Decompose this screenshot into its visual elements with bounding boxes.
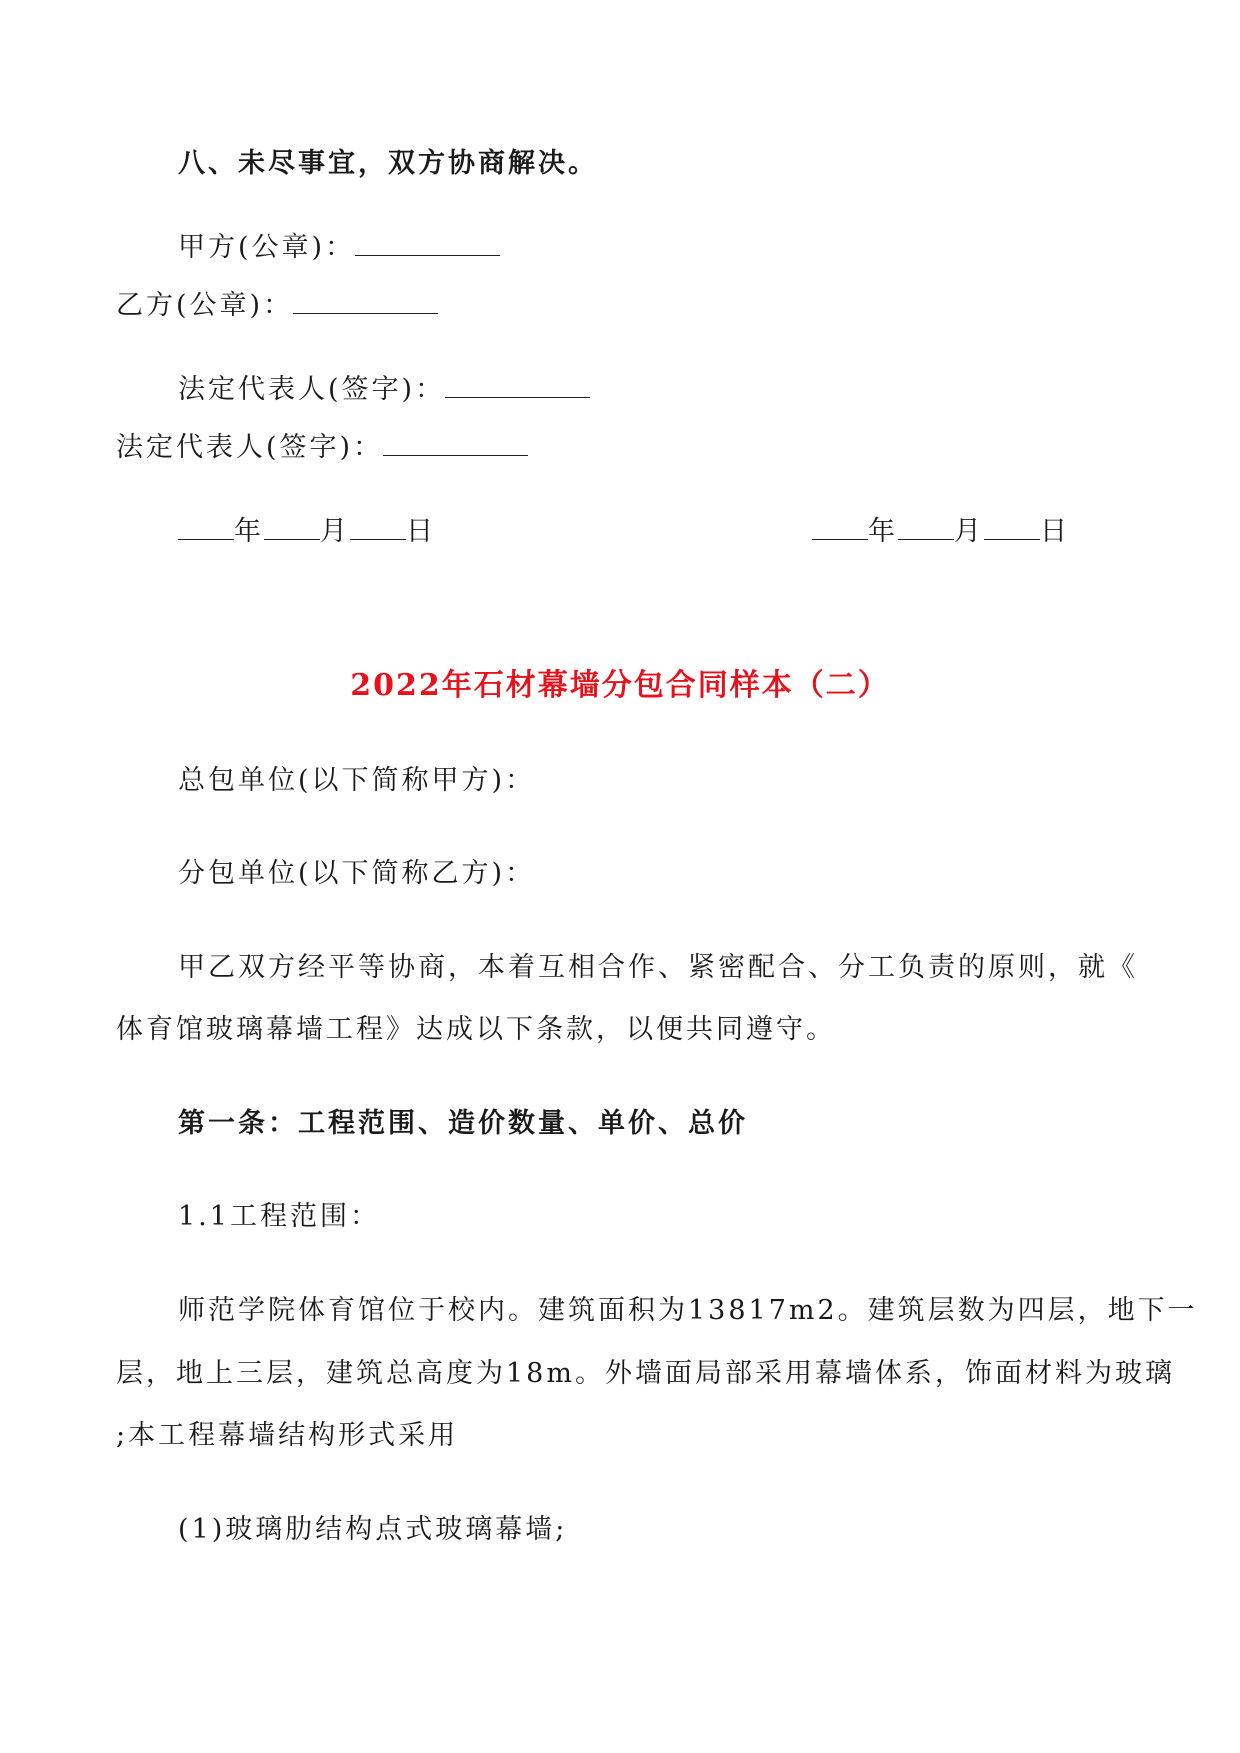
rep-a-label: 法定代表人(签字)：: [178, 374, 446, 405]
party-b-seal-label: 乙方(公章)：: [116, 290, 294, 321]
rep-b-blank: [383, 433, 528, 456]
clause-8: 八、未尽事宜，双方协商解决。: [178, 148, 598, 179]
date-a: [178, 514, 436, 550]
party-b-seal-blank: [293, 291, 438, 314]
general-contractor: 总包单位(以下简称甲方)：: [178, 765, 536, 796]
date-a-year: 年: [234, 516, 264, 547]
subcontractor: 分包单位(以下简称乙方)：: [178, 858, 536, 889]
section-1-1: 1.1工程范围：: [178, 1201, 380, 1232]
date-b-month: 月: [954, 516, 984, 547]
party-b-seal-row: [116, 288, 438, 324]
scope-line-1: 师范学院体育馆位于校内。建筑面积为13817m2。建筑层数为四层，地下一: [178, 1295, 1198, 1326]
rep-b-label: 法定代表人(签字)：: [116, 432, 384, 463]
intro-line-2: 体育馆玻璃幕墙工程》达成以下条款，以便共同遵守。: [116, 1014, 836, 1045]
intro-line-1: 甲乙双方经平等协商，本着互相合作、紧密配合、分工负责的原则，就《: [178, 952, 1138, 983]
scope-line-3: ;本工程幕墙结构形式采用: [116, 1420, 459, 1451]
party-a-seal-row: [178, 230, 500, 266]
rep-a-blank: [445, 375, 590, 398]
item-1: (1)玻璃肋结构点式玻璃幕墙;: [178, 1514, 568, 1545]
date-b: [812, 514, 1070, 550]
rep-a-row: [178, 372, 590, 408]
party-a-seal-blank: [355, 233, 500, 256]
date-b-day: 日: [1040, 516, 1070, 547]
date-a-month: 月: [320, 516, 350, 547]
document-title: 2022年石材幕墙分包合同样本（二）: [350, 668, 890, 703]
date-a-day: 日: [406, 516, 436, 547]
date-b-year: 年: [868, 516, 898, 547]
article-1-heading: 第一条：工程范围、造价数量、单价、总价: [178, 1108, 748, 1139]
scope-line-2: 层，地上三层，建筑总高度为18m。外墙面局部采用幕墙体系，饰面材料为玻璃: [116, 1358, 1175, 1389]
rep-b-row: [116, 430, 528, 466]
party-a-seal-label: 甲方(公章)：: [178, 232, 356, 263]
